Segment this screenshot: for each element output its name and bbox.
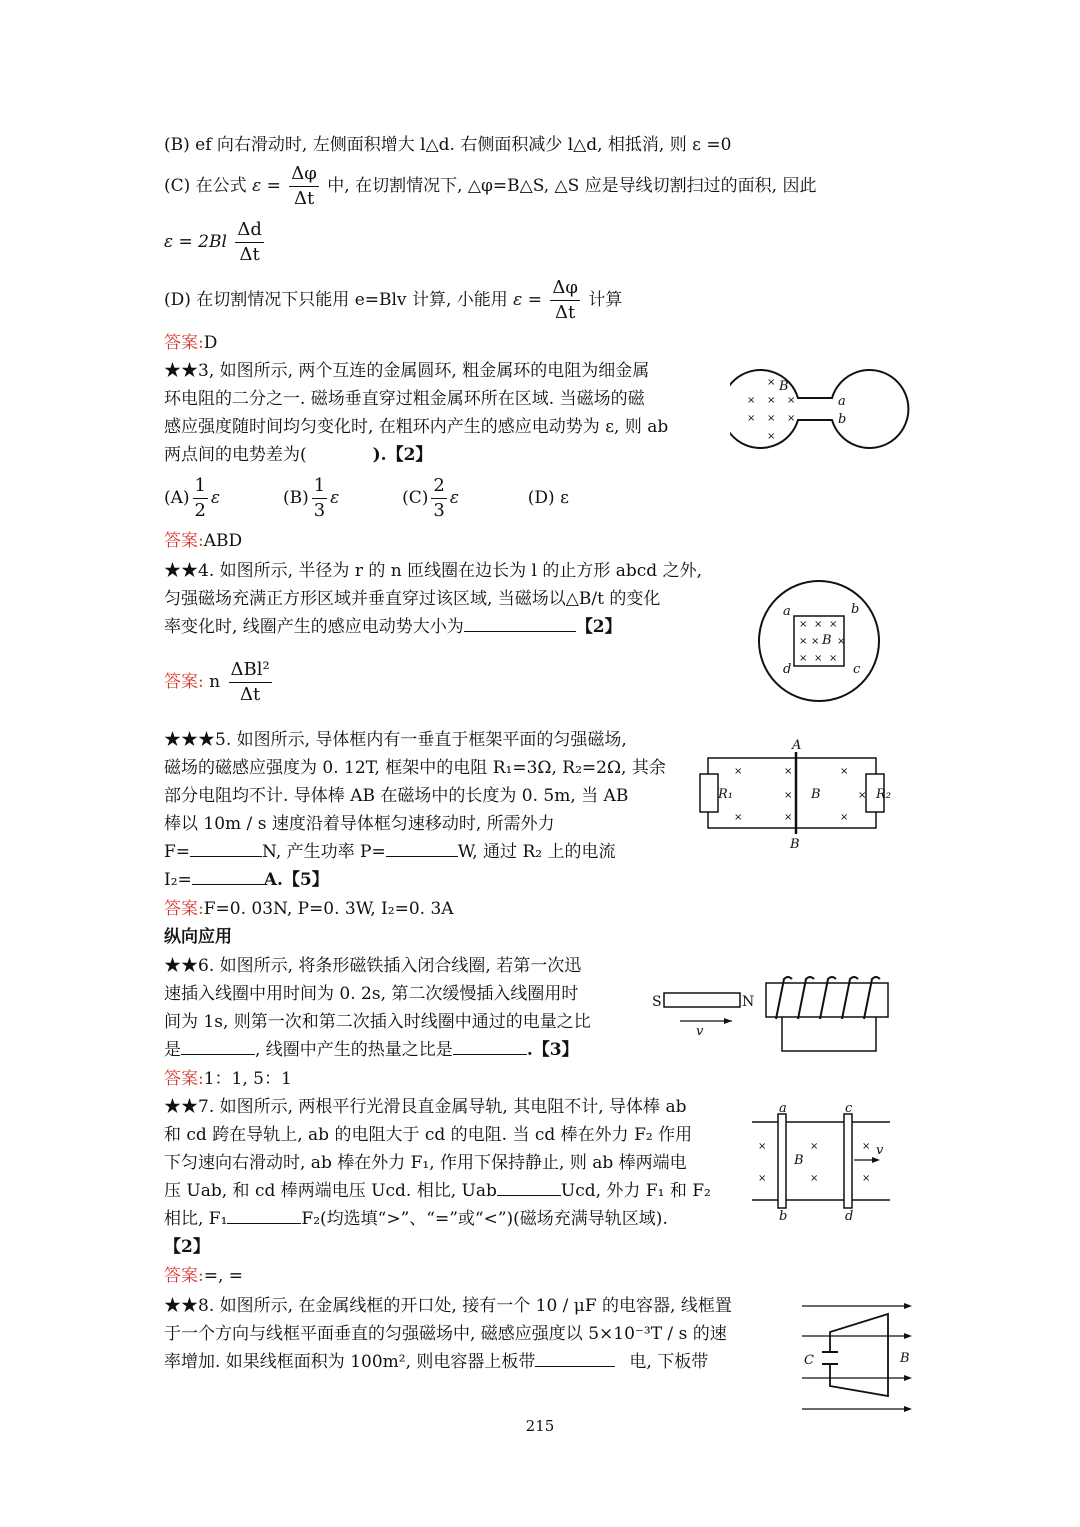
q3-line-4 bbox=[164, 441, 432, 469]
option-d-suffix: 计算 bbox=[588, 290, 623, 310]
q7-line-3: 下匀速向右滑动时, ab 棒在外力 F₁, 作用下保持静止, 则 ab 棒两端电 bbox=[164, 1153, 687, 1173]
field-cross: × bbox=[767, 431, 776, 442]
label-B: B bbox=[811, 787, 821, 802]
field-cross: × bbox=[810, 1173, 819, 1184]
field-cross: × bbox=[814, 653, 823, 664]
q5-line-1: ★★★5. 如图所示, 导体框内有一垂直于框架平面的匀强磁场, bbox=[164, 730, 627, 750]
rod-cd bbox=[844, 1114, 852, 1208]
label-c: c bbox=[845, 1102, 853, 1116]
field-cross: × bbox=[829, 653, 838, 664]
eps-equals: ε = bbox=[513, 290, 542, 310]
frac-denominator: Δt bbox=[239, 684, 261, 705]
field-cross: × bbox=[814, 619, 823, 630]
frac-denominator: 2 bbox=[194, 500, 206, 521]
label-A: A bbox=[792, 738, 802, 753]
label-b: b bbox=[851, 602, 860, 617]
eps-symbol: ε bbox=[449, 488, 459, 508]
dphi-dt-fraction bbox=[550, 276, 580, 325]
q7-line-5a: 相比, F₁ bbox=[164, 1209, 228, 1229]
field-cross: × bbox=[829, 619, 838, 630]
q6-line-2: 速插入线圈中用时间为 0. 2s, 第二次缓慢插入线圈用时 bbox=[164, 984, 579, 1004]
q6-line-4 bbox=[164, 1036, 579, 1064]
field-cross: × bbox=[767, 377, 776, 388]
q7-line-5 bbox=[164, 1205, 668, 1233]
label-S: S bbox=[652, 994, 662, 1010]
page-number: 215 bbox=[525, 1417, 555, 1435]
label-c: c bbox=[853, 662, 861, 677]
field-cross: × bbox=[784, 766, 793, 777]
frac-numerator: ΔBl² bbox=[229, 658, 272, 683]
frac-denominator: Δt bbox=[239, 244, 260, 265]
option-c-equation bbox=[164, 218, 267, 267]
dd-dt-fraction bbox=[235, 218, 264, 267]
field-cross: × bbox=[784, 790, 793, 801]
answer-blank[interactable] bbox=[497, 1177, 561, 1196]
q3-option-c bbox=[402, 475, 459, 521]
section-heading: 纵向应用 bbox=[164, 927, 232, 947]
field-cross: × bbox=[799, 636, 808, 647]
field-cross: × bbox=[784, 812, 793, 823]
answer-blank[interactable] bbox=[535, 1348, 615, 1367]
answer-blank[interactable] bbox=[181, 1036, 255, 1055]
q5-line-5a: F= bbox=[164, 842, 191, 862]
frac-denominator: 3 bbox=[313, 500, 326, 521]
answer-label: 答案: bbox=[164, 1069, 204, 1089]
label-v: v bbox=[696, 1024, 704, 1039]
q8-line-2: 于一个方向与线框平面垂直的匀强磁场中, 磁感应强度以 5×10⁻³T / s 的速 bbox=[164, 1324, 727, 1344]
field-cross: × bbox=[787, 395, 796, 406]
arrow-head-icon bbox=[904, 1303, 912, 1309]
field-cross: × bbox=[747, 413, 756, 424]
label-a: a bbox=[779, 1102, 787, 1116]
option-b-text: (B) ef 向右滑动时, 左侧面积增大 l△d. 右侧面积减少 l△d, 相抵消, 则 ε =0 bbox=[164, 135, 732, 155]
answer-blank[interactable] bbox=[464, 613, 576, 632]
q7-rails-figure bbox=[752, 1102, 892, 1222]
q8-line-3b: 电, 下板带 bbox=[629, 1352, 709, 1372]
q5-line-5b: N, 产生功率 P= bbox=[262, 842, 386, 862]
q7-line-1: ★★7. 如图所示, 两根平行光滑艮直金属导轨, 其电阻不计, 导体棒 ab bbox=[164, 1097, 687, 1117]
option-c-line bbox=[164, 162, 816, 211]
resistor-r1 bbox=[700, 774, 718, 812]
field-cross: × bbox=[787, 413, 796, 424]
q7-line-4 bbox=[164, 1177, 711, 1205]
field-cross: × bbox=[734, 812, 743, 823]
field-cross: × bbox=[767, 413, 776, 424]
q4-line-3 bbox=[164, 613, 622, 641]
field-cross: × bbox=[799, 619, 808, 630]
label-C: C bbox=[804, 1353, 814, 1368]
arrow-head-icon bbox=[724, 1018, 732, 1024]
q6-line-4c: .【3】 bbox=[526, 1040, 579, 1060]
q4-coil-figure bbox=[757, 577, 881, 705]
option-c-middle: 中, 在切割情况下, △φ=B△S, △S 应是导线切割扫过的面积, 因此 bbox=[327, 176, 817, 196]
frac-denominator: 3 bbox=[433, 500, 445, 521]
answer-value: ABD bbox=[203, 531, 243, 551]
label-b: b bbox=[779, 1209, 788, 1222]
field-cross: × bbox=[858, 790, 867, 801]
eps-equals: ε = bbox=[252, 176, 281, 196]
eps-symbol: ε bbox=[330, 488, 340, 508]
answer-4 bbox=[164, 658, 275, 707]
q3-rings-figure bbox=[730, 368, 910, 450]
answer-blank[interactable] bbox=[192, 866, 264, 885]
q7-line-4b: Ucd, 外力 F₁ 和 F₂ bbox=[560, 1181, 711, 1201]
answer-blank[interactable] bbox=[386, 838, 458, 857]
q5-line-6b: A.【5】 bbox=[263, 870, 329, 890]
answer-label: 答案: bbox=[164, 1266, 204, 1286]
q4-line-2: 匀强磁场充满正方形区域并垂直穿过该区域, 当磁场以△B/t 的变化 bbox=[164, 589, 661, 609]
q5-line-5c: W, 通过 R₂ 上的电流 bbox=[457, 842, 616, 862]
field-lines bbox=[802, 1306, 906, 1409]
q8-capacitor-frame-figure bbox=[798, 1296, 918, 1418]
frac-denominator: Δt bbox=[293, 188, 315, 209]
option-d-line bbox=[164, 276, 622, 325]
field-cross: × bbox=[862, 1173, 871, 1184]
q5-line-5 bbox=[164, 838, 615, 866]
field-cross: × bbox=[811, 636, 820, 647]
answer-blank[interactable] bbox=[190, 838, 262, 857]
answer-value: F=0. 03N, P=0. 3W, I₂=0. 3A bbox=[203, 899, 454, 919]
field-cross: × bbox=[862, 1141, 871, 1152]
answer-3 bbox=[164, 527, 242, 555]
q3-option-a bbox=[164, 475, 221, 521]
answer-5 bbox=[164, 895, 454, 923]
frac-numerator: 2 bbox=[431, 474, 446, 499]
closed-circuit-wire bbox=[782, 1017, 876, 1051]
wire-frame bbox=[830, 1314, 888, 1396]
frac-denominator: Δt bbox=[555, 302, 576, 323]
answer-label: 答案: bbox=[164, 672, 204, 692]
answer-2 bbox=[164, 329, 217, 357]
field-cross: × bbox=[810, 1141, 819, 1152]
field-cross: × bbox=[758, 1173, 767, 1184]
q7-line-4a: 压 Uab, 和 cd 棒两端电压 Ucd. 相比, Uab bbox=[164, 1181, 497, 1201]
field-cross: × bbox=[799, 653, 808, 664]
q3-line-4b: ).【2】 bbox=[372, 445, 433, 465]
field-cross: × bbox=[747, 395, 756, 406]
field-cross: × bbox=[840, 812, 849, 823]
field-cross: × bbox=[837, 636, 846, 647]
answer-value: =, = bbox=[203, 1266, 244, 1286]
answer-4-fraction bbox=[229, 658, 272, 707]
frac-numerator: Δφ bbox=[289, 162, 319, 187]
q3-option-b bbox=[282, 475, 340, 521]
option-label: (A) bbox=[164, 488, 190, 508]
label-a: a bbox=[783, 604, 791, 619]
answer-label: 答案: bbox=[164, 899, 204, 919]
eps-symbol: ε bbox=[211, 488, 221, 508]
q4-line-1: ★★4. 如图所示, 半径为 r 的 n 匝线圈在边长为 l 的止方形 abcd 之外, bbox=[164, 561, 702, 581]
option-c-prefix: (C) 在公式 bbox=[164, 176, 247, 196]
q3-line-4a: 两点间的电势差为( bbox=[164, 445, 307, 465]
field-cross: × bbox=[758, 1141, 767, 1152]
field-cross: × bbox=[734, 766, 743, 777]
label-a: a bbox=[838, 394, 846, 409]
q5-line-2: 磁场的磁感应强度为 0. 12T, 框架中的电阻 R₁=3Ω, R₂=2Ω, 其余 bbox=[164, 758, 666, 778]
label-d: d bbox=[845, 1209, 854, 1222]
q3-line-3: 感应强度随时间均匀变化时, 在粗环内产生的感应电动势为 ε, 则 ab bbox=[164, 417, 669, 437]
frac-numerator: Δφ bbox=[550, 276, 580, 301]
q3-options bbox=[164, 474, 569, 523]
q5-line-6 bbox=[164, 866, 329, 894]
q5-line-4: 棒以 10m / s 速度沿着导体框匀速移动时, 所需外力 bbox=[164, 814, 555, 834]
answer-value: 1：1, 5：1 bbox=[203, 1069, 292, 1089]
label-B: B bbox=[794, 1153, 804, 1168]
q6-line-3: 间为 1s, 则第一次和第二次插入时线圈中通过的电量之比 bbox=[164, 1012, 591, 1032]
answer-7 bbox=[164, 1262, 243, 1290]
arrow-head-icon bbox=[904, 1406, 912, 1412]
q6-line-4b: , 线圈中产生的热量之比是 bbox=[255, 1040, 453, 1060]
field-cross: × bbox=[840, 766, 849, 777]
q5-line-3: 部分电阻均不计. 导体棒 AB 在磁场中的长度为 0. 5m, 当 AB bbox=[164, 786, 629, 806]
q5-frame-figure bbox=[698, 736, 898, 854]
q7-line-6: 【2】 bbox=[164, 1237, 210, 1257]
answer-6 bbox=[164, 1065, 292, 1093]
frac-numerator: 1 bbox=[312, 474, 327, 499]
option-label: (B) bbox=[282, 488, 309, 508]
frac-numerator: Δd bbox=[235, 218, 264, 243]
label-B: B bbox=[822, 633, 832, 648]
label-d: d bbox=[783, 662, 792, 677]
q8-line-1: ★★8. 如图所示, 在金属线框的开口处, 接有一个 10 / μF 的电容器, 线框置 bbox=[164, 1296, 732, 1316]
q3-line-2: 环电阻的二分之一. 磁场垂直穿过粗金属环所在区域. 当磁场的磁 bbox=[164, 389, 645, 409]
label-N: N bbox=[742, 994, 755, 1010]
label-R2: R₂ bbox=[876, 787, 891, 802]
answer-blank[interactable] bbox=[227, 1205, 301, 1224]
label-B: B bbox=[900, 1351, 910, 1366]
label-R1: R₁ bbox=[718, 787, 733, 802]
q3-line-1: ★★3, 如图所示, 两个互连的金属圆环, 粗金属环的电阻为细金属 bbox=[164, 361, 650, 381]
q7-line-2: 和 cd 跨在导轨上, ab 的电阻大于 cd 的电阻. 当 cd 棒在外力 F₂ 作用 bbox=[164, 1125, 693, 1145]
rod-ab bbox=[778, 1114, 786, 1208]
frac-numerator: 1 bbox=[193, 474, 208, 499]
q7-line-5b: F₂(均选填“>”、“=”或“<”)(磁场充满导轨区域). bbox=[301, 1209, 668, 1229]
q6-line-4a: 是 bbox=[164, 1040, 181, 1060]
arrow-head-icon bbox=[904, 1375, 912, 1381]
dphi-dt-fraction bbox=[289, 162, 319, 211]
q8-line-3a: 率增加. 如果线框面积为 100m², 则电容器上板带 bbox=[164, 1352, 536, 1372]
q4-line-3b: 【2】 bbox=[575, 617, 622, 637]
bar-magnet bbox=[664, 993, 740, 1007]
label-v: v bbox=[876, 1143, 884, 1158]
eps-2bl: ε = 2Bl bbox=[164, 232, 227, 252]
label-B-bottom: B bbox=[790, 837, 800, 852]
arrow-head-icon bbox=[904, 1333, 912, 1339]
answer-prefix: n bbox=[209, 672, 221, 692]
field-cross: × bbox=[767, 395, 776, 406]
answer-label: 答案: bbox=[164, 531, 204, 551]
answer-label: 答案: bbox=[164, 333, 204, 353]
answer-value: D bbox=[203, 333, 218, 353]
answer-blank[interactable] bbox=[453, 1036, 527, 1055]
q4-line-3a: 率变化时, 线圈产生的感应电动势大小为 bbox=[164, 617, 464, 637]
q3-option-d: (D) ε bbox=[527, 488, 569, 508]
option-label: (C) bbox=[402, 488, 429, 508]
q6-line-1: ★★6. 如图所示, 将条形磁铁插入闭合线圈, 若第一次迅 bbox=[164, 956, 582, 976]
label-b: b bbox=[838, 412, 847, 427]
q5-line-6a: I₂= bbox=[164, 870, 192, 890]
option-d-prefix: (D) 在切割情况下只能用 e=Blv 计算, 小能用 bbox=[164, 290, 508, 310]
q6-magnet-coil-figure bbox=[650, 975, 892, 1057]
label-B: B bbox=[779, 379, 789, 394]
q8-line-3 bbox=[164, 1348, 708, 1376]
